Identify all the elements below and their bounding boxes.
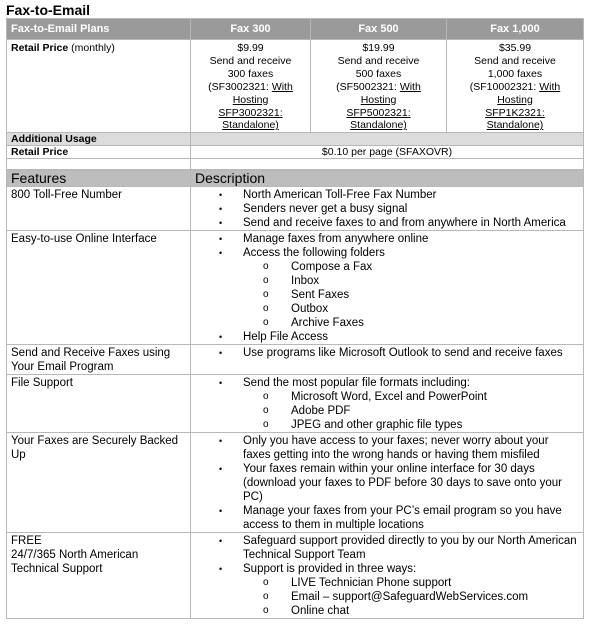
sub-bullet-icon: o: [263, 303, 269, 314]
feature-description: [191, 433, 584, 533]
page-title: Fax-to-Email: [6, 2, 91, 18]
feature-description: [191, 187, 584, 231]
overage-label: Retail Price: [7, 146, 191, 159]
sub-bullet-icon: o: [263, 577, 269, 588]
plan-header-fax1000: Fax 1,000: [447, 19, 584, 40]
description-sub-bullet: o Adobe PDF: [263, 405, 351, 417]
plan-price: $19.99: [362, 42, 395, 54]
feature-name: 800 Toll-Free Number: [7, 187, 191, 231]
retail-price-row: [7, 40, 584, 133]
bullet-icon: •: [219, 332, 223, 342]
feature-row: [7, 345, 584, 375]
sub-bullet-icon: o: [263, 605, 269, 616]
description-sub-bullet: o Sent Faxes: [263, 289, 350, 301]
feature-row: [7, 187, 584, 231]
description-bullet: • Send and receive faxes to and from anywhere in North America: [219, 217, 566, 229]
description-bullet: • Your faxes remain within your online interface for 30 days (download your faxes to PDF before 30 days to save onto your PC): [219, 463, 562, 503]
additional-usage-row: [7, 133, 584, 146]
feature-description: [191, 345, 584, 375]
feature-name: Your Faxes are Securely Backed Up: [7, 433, 191, 533]
plan-price: $9.99: [237, 42, 264, 54]
description-bullet: • Manage your faxes from your PC’s email program so you have access to them in multiple locations: [219, 505, 562, 531]
pricing-header-row: [7, 19, 584, 40]
sub-bullet-icon: o: [263, 275, 269, 286]
plan-header-fax500: Fax 500: [311, 19, 447, 40]
sub-bullet-icon: o: [263, 591, 269, 602]
description-bullet: • Only you have access to your faxes; never worry about your faxes getting into the wrong hands or having them misfiled: [219, 435, 549, 461]
description-bullet: • Safeguard support provided directly to you by our North American Technical Support Team: [219, 535, 577, 561]
description-sub-bullet: o LIVE Technician Phone support: [263, 577, 452, 589]
bullet-icon: •: [219, 536, 223, 546]
description-sub-bullet: o Email – support@SafeguardWebServices.com: [263, 591, 529, 603]
description-bullet: • Manage faxes from anywhere online: [219, 233, 429, 245]
overage-row: [7, 146, 584, 159]
feature-description: [191, 375, 584, 433]
bullet-icon: •: [219, 464, 223, 474]
feature-name: Send and Receive Faxes using Your Email Program: [7, 345, 191, 375]
plan-cell-fax500: $19.99 Send and receive 500 faxes (SF5002321: With Hosting SFP5002321: Standalone): [311, 40, 447, 133]
description-sub-bullet: o Outbox: [263, 303, 329, 315]
description-bullet: • Help File Access: [219, 331, 329, 343]
features-table: [6, 170, 584, 619]
description-bullet: • Use programs like Microsoft Outlook to send and receive faxes: [219, 347, 563, 359]
feature-description: [191, 231, 584, 345]
sub-bullet-icon: o: [263, 317, 269, 328]
spacer-row: [7, 159, 584, 170]
bullet-icon: •: [219, 204, 223, 214]
bullet-icon: •: [219, 564, 223, 574]
features-header-row: [7, 171, 584, 187]
bullet-icon: •: [219, 436, 223, 446]
feature-row: [7, 433, 584, 533]
description-sub-bullet: o Compose a Fax: [263, 261, 373, 273]
description-bullet: • Send the most popular file formats including:: [219, 377, 470, 389]
bullet-icon: •: [219, 234, 223, 244]
sub-bullet-icon: o: [263, 419, 269, 430]
description-bullet: • Support is provided in three ways:: [219, 563, 417, 575]
description-sub-bullet: o JPEG and other graphic file types: [263, 419, 463, 431]
feature-name: FREE 24/7/365 North American Technical Support: [7, 533, 191, 619]
plan-price: $35.99: [498, 42, 532, 54]
description-bullet: • Access the following folders: [219, 247, 385, 259]
retail-price-label: Retail Price (monthly): [7, 40, 191, 133]
bullet-icon: •: [219, 378, 223, 388]
bullet-icon: •: [219, 506, 223, 516]
bullet-icon: •: [219, 190, 223, 200]
sub-bullet-icon: o: [263, 391, 269, 402]
feature-row: [7, 231, 584, 345]
bullet-icon: •: [219, 348, 223, 358]
description-sub-bullet: o Microsoft Word, Excel and PowerPoint: [263, 391, 488, 403]
sub-bullet-icon: o: [263, 289, 269, 300]
feature-name: Easy-to-use Online Interface: [7, 231, 191, 345]
bullet-icon: •: [219, 248, 223, 258]
feature-row: [7, 533, 584, 619]
overage-value: $0.10 per page (SFAXOVR): [191, 146, 584, 159]
plan-header-fax300: Fax 300: [191, 19, 311, 40]
description-header: Description: [191, 171, 584, 187]
sub-bullet-icon: o: [263, 405, 269, 416]
description-bullet: • North American Toll-Free Fax Number: [219, 189, 437, 201]
description-bullet: • Senders never get a busy signal: [219, 203, 408, 215]
description-sub-bullet: o Online chat: [263, 605, 350, 617]
description-sub-bullet: o Archive Faxes: [263, 317, 364, 329]
feature-row: [7, 375, 584, 433]
feature-name: File Support: [7, 375, 191, 433]
feature-description: [191, 533, 584, 619]
plan-cell-fax300: $9.99 Send and receive 300 faxes (SF3002321: With Hosting SFP3002321: Standalone): [191, 40, 311, 133]
plan-cell-fax1000: $35.99 Send and receive 1,000 faxes (SF10002321: With Hosting SFP1K2321: Standalone): [447, 40, 584, 133]
additional-usage-label: Additional Usage: [7, 133, 191, 146]
bullet-icon: •: [219, 218, 223, 228]
description-sub-bullet: o Inbox: [263, 275, 320, 287]
features-header: Features: [7, 171, 191, 187]
sub-bullet-icon: o: [263, 261, 269, 272]
pricing-table: [6, 18, 584, 170]
plans-header: Fax-to-Email Plans: [7, 19, 191, 40]
